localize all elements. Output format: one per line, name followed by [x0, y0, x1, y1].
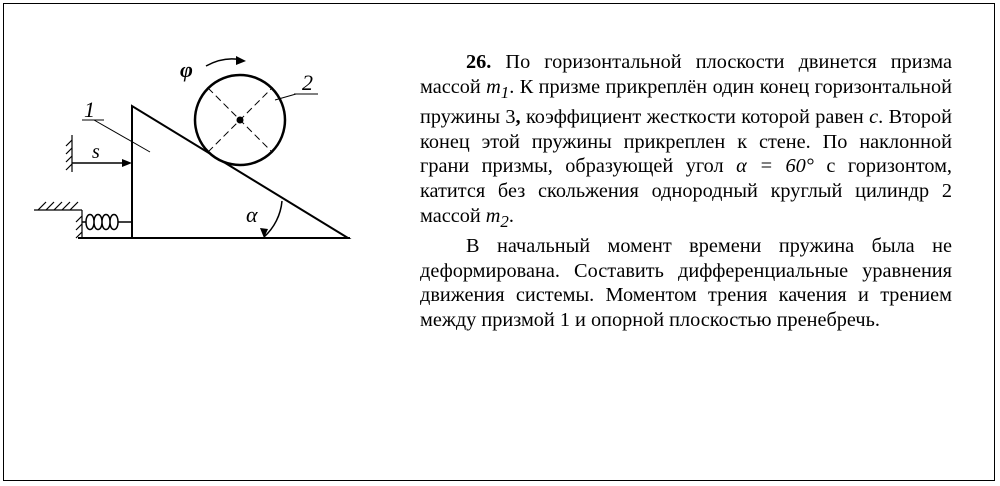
cylinder-center — [237, 117, 244, 124]
angle-expression: α = 60° — [736, 155, 814, 178]
problem-paragraph-1 — [420, 50, 952, 234]
problem-paragraph-2: В начальный момент времени пружина была не деформирована. Составить дифференциальные уравнения движения системы. Моментом трения качения и трением между призмой 1 и опорной плоскостью пренебречь. — [420, 235, 952, 332]
mechanism-figure — [20, 40, 380, 270]
text-segment: По горизонтальной плоскости двинется призма массой — [420, 51, 952, 98]
wall-hatching — [66, 135, 72, 172]
var-m1: $m_1$ — [486, 75, 510, 102]
label-1: 1 — [84, 97, 95, 122]
text-segment: коэффициент жесткости которой равен — [520, 106, 870, 129]
label-alpha: α — [246, 202, 258, 227]
text-segment: с горизонтом, катится без скольжения однородный круглый цилиндр 2 массой — [420, 155, 952, 227]
label-phi: φ — [180, 57, 193, 82]
label-2: 2 — [302, 70, 313, 95]
problem-text — [420, 50, 952, 333]
ground-hatching — [34, 202, 82, 238]
mechanism-diagram — [20, 40, 380, 270]
s-arrow-head — [122, 159, 132, 167]
var-c: c — [869, 106, 879, 129]
text-segment: . К призме прикреплён один конец горизонтальной пружины 3 — [420, 75, 953, 129]
label-s: s — [92, 141, 100, 163]
text-segment: . Второй конец этой пружины прикреплен к стене. По наклонной грани призмы, образующей угол — [420, 106, 952, 178]
phi-arrow-head — [236, 56, 246, 65]
problem-number: 26. — [466, 51, 492, 73]
text-segment: . — [508, 204, 514, 227]
leader-1 — [94, 120, 150, 152]
text-segment: , — [515, 106, 521, 129]
var-m2: $m_2$ — [485, 204, 509, 231]
spring — [82, 215, 132, 230]
alpha-arrow-head — [260, 228, 268, 238]
